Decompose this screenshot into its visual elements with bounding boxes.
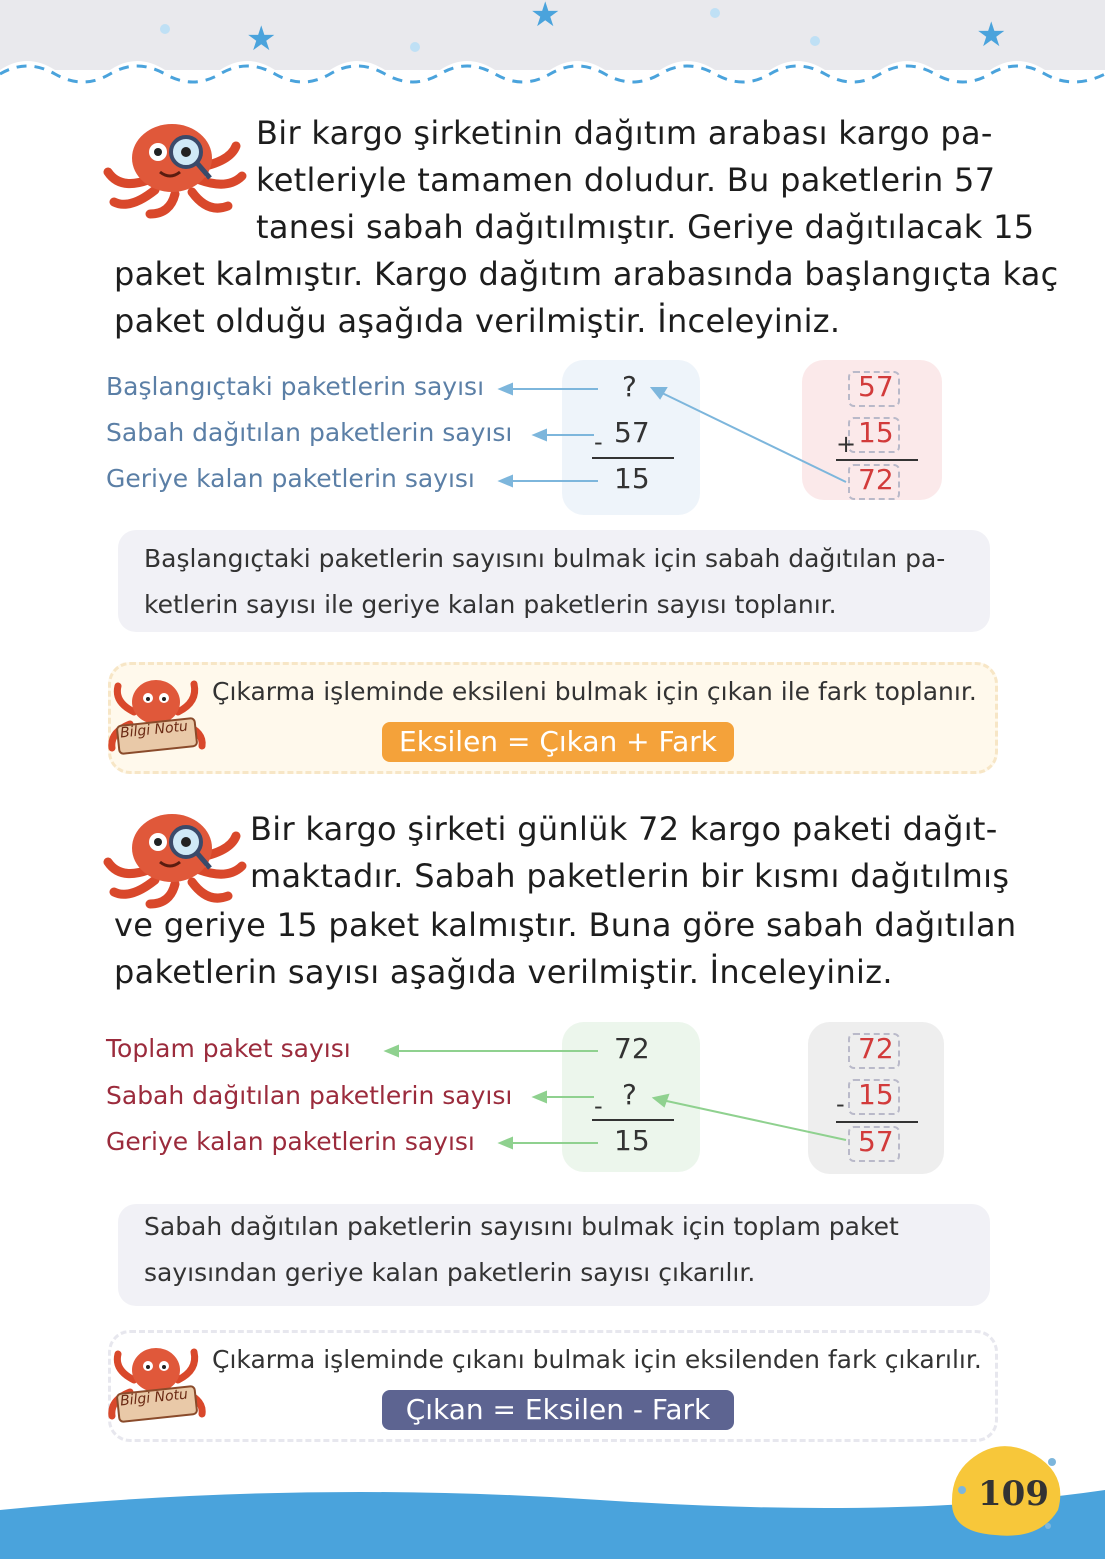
problem1-line: paket kalmıştır. Kargo dağıtım arabasında başlangıçta kaç	[114, 255, 1059, 293]
bilgi-notu-badge: Bilgi Notu	[119, 718, 189, 742]
page-number: 109	[978, 1474, 1049, 1514]
operation-sign: -	[594, 428, 603, 456]
label-remaining-count: Geriye kalan paketlerin sayısı	[106, 464, 475, 493]
explanation-line: sayısından geriye kalan paketlerin sayısı çıkarılır.	[144, 1258, 756, 1287]
octopus-bilgi-notu-icon	[104, 1340, 210, 1428]
operation-minuend: ?	[622, 370, 637, 403]
diagram2-arrows	[0, 1020, 1105, 1180]
explanation2	[118, 1204, 990, 1306]
check-sign: -	[836, 1090, 845, 1118]
check-sum: 72	[858, 463, 894, 496]
problem1-line: Bir kargo şirketinin dağıtım arabası kargo pa-	[256, 114, 993, 152]
problem2-line: paketlerin sayısı aşağıda verilmiştir. İnceleyiniz.	[114, 953, 893, 991]
check-minuend: 72	[858, 1032, 894, 1065]
operation-difference: 15	[614, 1124, 650, 1157]
operation-sign: -	[594, 1092, 603, 1120]
operation-minuend: 72	[614, 1032, 650, 1065]
formula-cikan: Çıkan = Eksilen - Fark	[382, 1390, 734, 1430]
note1-text: Çıkarma işleminde eksileni bulmak için çıkan ile fark toplanır.	[212, 677, 977, 706]
problem2-line: maktadır. Sabah paketlerin bir kısmı dağıtılmış	[250, 857, 1010, 895]
label-morning-count: Sabah dağıtılan paketlerin sayısı	[106, 1081, 513, 1110]
check-addend2: 15	[858, 416, 894, 449]
explanation-line: ketlerin sayısı ile geriye kalan paketlerin sayısı toplanır.	[144, 590, 837, 619]
operation-difference: 15	[614, 462, 650, 495]
problem2-line: ve geriye 15 paket kalmıştır. Buna göre sabah dağıtılan	[114, 906, 1017, 944]
bilgi-notu-badge: Bilgi Notu	[119, 1386, 189, 1410]
label-morning-count: Sabah dağıtılan paketlerin sayısı	[106, 418, 513, 447]
operation-subtrahend: ?	[622, 1078, 637, 1111]
label-remaining-count: Geriye kalan paketlerin sayısı	[106, 1127, 475, 1156]
check-sign: +	[836, 430, 857, 458]
star-icon: ★	[976, 15, 1007, 55]
operation-subtrahend: 57	[614, 416, 650, 449]
problem1-line: ketleriyle tamamen doludur. Bu paketlerin 57	[256, 161, 996, 199]
check-difference: 57	[858, 1125, 894, 1158]
check-subtrahend: 15	[858, 1078, 894, 1111]
check-addend1: 57	[858, 370, 894, 403]
problem1-line: paket olduğu aşağıda verilmiştir. İnceleyiniz.	[114, 302, 841, 340]
explanation-line: Sabah dağıtılan paketlerin sayısını bulmak için toplam paket	[144, 1212, 899, 1241]
label-initial-count: Başlangıçtaki paketlerin sayısı	[106, 372, 485, 401]
problem1-line: tanesi sabah dağıtılmıştır. Geriye dağıtılacak 15	[256, 208, 1035, 246]
star-icon: ★	[246, 19, 277, 59]
formula-eksilen: Eksilen = Çıkan + Fark	[382, 722, 734, 762]
label-total-count: Toplam paket sayısı	[106, 1034, 351, 1063]
explanation-line: Başlangıçtaki paketlerin sayısını bulmak için sabah dağıtılan pa-	[144, 544, 946, 573]
note2-text: Çıkarma işleminde çıkanı bulmak için eksilenden fark çıkarılır.	[212, 1345, 982, 1374]
star-icon: ★	[530, 0, 561, 35]
problem2-line: Bir kargo şirketi günlük 72 kargo paketi dağıt-	[250, 810, 998, 848]
